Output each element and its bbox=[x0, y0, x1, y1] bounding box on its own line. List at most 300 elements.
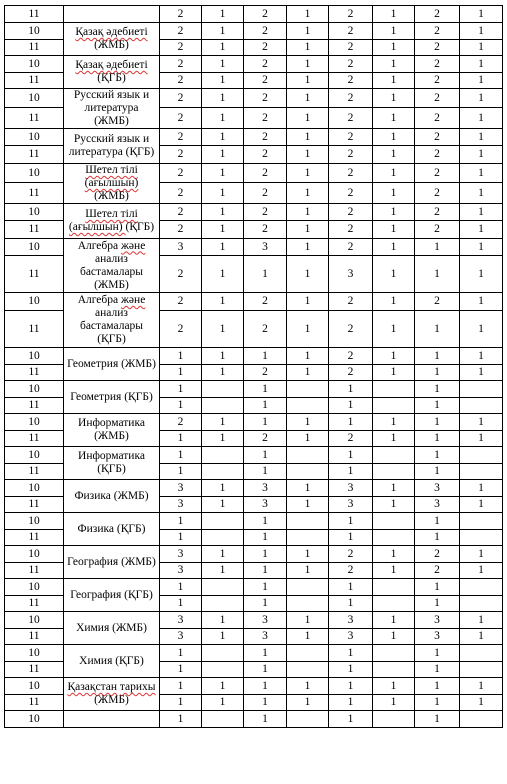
hours-cell bbox=[202, 464, 244, 480]
hours-cell: 1 bbox=[287, 414, 329, 431]
table-row bbox=[5, 56, 503, 73]
subject-text: Физика (ЖМБ) bbox=[74, 489, 149, 502]
hours-cell: 1 bbox=[287, 183, 329, 204]
subject-text: және bbox=[120, 294, 146, 306]
subject-text: Қазақ әдебиеті bbox=[75, 26, 148, 38]
hours-cell: 1 bbox=[287, 311, 329, 348]
hours-cell: 1 bbox=[373, 6, 415, 23]
hours-cell: 1 bbox=[160, 645, 202, 662]
hours-cell: 1 bbox=[244, 414, 287, 431]
hours-cell: 2 bbox=[415, 164, 460, 183]
hours-cell: 1 bbox=[287, 221, 329, 239]
subject-text: Шетел тілі bbox=[85, 208, 138, 220]
hours-cell: 2 bbox=[329, 293, 373, 311]
subject-text: Информатика (ЖМБ) bbox=[78, 417, 145, 442]
hours-cell: 1 bbox=[460, 497, 503, 513]
hours-cell: 1 bbox=[415, 348, 460, 365]
hours-cell: 1 bbox=[287, 146, 329, 164]
hours-cell: 1 bbox=[287, 73, 329, 89]
subject-cell bbox=[64, 348, 160, 381]
hours-cell: 1 bbox=[244, 513, 287, 530]
hours-cell bbox=[373, 711, 415, 728]
grade-cell: 10 bbox=[5, 129, 64, 146]
hours-cell: 1 bbox=[415, 447, 460, 464]
grade-cell: 11 bbox=[5, 563, 64, 579]
hours-cell: 1 bbox=[373, 221, 415, 239]
table-row bbox=[5, 204, 503, 221]
grade-cell: 10 bbox=[5, 711, 64, 728]
hours-cell: 1 bbox=[202, 73, 244, 89]
hours-cell: 1 bbox=[415, 711, 460, 728]
hours-cell: 1 bbox=[415, 678, 460, 695]
hours-cell: 1 bbox=[373, 56, 415, 73]
hours-cell: 1 bbox=[244, 695, 287, 711]
grade-cell: 10 bbox=[5, 414, 64, 431]
hours-cell: 2 bbox=[415, 293, 460, 311]
hours-cell: 1 bbox=[244, 711, 287, 728]
hours-cell: 1 bbox=[160, 431, 202, 447]
hours-cell: 2 bbox=[244, 311, 287, 348]
table-row bbox=[5, 89, 503, 108]
hours-cell: 1 bbox=[329, 381, 373, 398]
hours-cell: 1 bbox=[460, 73, 503, 89]
hours-cell: 3 bbox=[160, 239, 202, 256]
hours-cell: 2 bbox=[160, 40, 202, 56]
hours-cell: 2 bbox=[160, 129, 202, 146]
grade-cell: 11 bbox=[5, 464, 64, 480]
hours-cell: 1 bbox=[329, 662, 373, 678]
subject-text: Геометрия (ЖМБ) bbox=[67, 357, 156, 370]
hours-cell: 1 bbox=[287, 129, 329, 146]
hours-cell: 1 bbox=[415, 464, 460, 480]
grade-cell: 10 bbox=[5, 239, 64, 256]
hours-cell bbox=[373, 464, 415, 480]
hours-cell: 1 bbox=[287, 431, 329, 447]
hours-cell: 1 bbox=[460, 129, 503, 146]
subject-cell bbox=[64, 89, 160, 129]
subject-cell bbox=[64, 23, 160, 56]
hours-cell: 1 bbox=[460, 311, 503, 348]
hours-cell: 1 bbox=[373, 183, 415, 204]
hours-cell: 1 bbox=[244, 596, 287, 612]
hours-cell: 3 bbox=[160, 629, 202, 645]
grade-cell: 11 bbox=[5, 183, 64, 204]
grade-cell: 11 bbox=[5, 311, 64, 348]
hours-cell: 1 bbox=[244, 464, 287, 480]
subject-cell bbox=[64, 711, 160, 728]
subject-text: География (ЖМБ) bbox=[67, 555, 156, 568]
grade-cell: 10 bbox=[5, 164, 64, 183]
hours-cell: 2 bbox=[160, 6, 202, 23]
hours-cell: 1 bbox=[160, 513, 202, 530]
hours-cell bbox=[460, 579, 503, 596]
subject-text: Шетел тілі bbox=[85, 164, 138, 176]
hours-cell: 2 bbox=[415, 89, 460, 108]
hours-cell: 2 bbox=[244, 40, 287, 56]
grade-cell: 10 bbox=[5, 546, 64, 563]
hours-cell bbox=[202, 645, 244, 662]
hours-cell: 3 bbox=[160, 563, 202, 579]
hours-cell: 2 bbox=[415, 204, 460, 221]
hours-cell bbox=[287, 398, 329, 414]
hours-cell: 1 bbox=[329, 695, 373, 711]
hours-cell bbox=[202, 513, 244, 530]
grade-cell: 10 bbox=[5, 645, 64, 662]
grade-cell: 10 bbox=[5, 89, 64, 108]
hours-cell: 1 bbox=[160, 711, 202, 728]
hours-cell bbox=[460, 513, 503, 530]
hours-cell: 1 bbox=[287, 108, 329, 129]
hours-cell bbox=[202, 530, 244, 546]
hours-cell: 1 bbox=[329, 398, 373, 414]
hours-cell: 2 bbox=[244, 56, 287, 73]
hours-cell: 1 bbox=[287, 348, 329, 365]
hours-cell: 1 bbox=[287, 480, 329, 497]
hours-cell: 3 bbox=[415, 480, 460, 497]
table-row bbox=[5, 23, 503, 40]
hours-cell: 3 bbox=[329, 480, 373, 497]
hours-cell: 2 bbox=[160, 89, 202, 108]
grade-cell: 11 bbox=[5, 146, 64, 164]
subject-text: (ҚГБ) bbox=[125, 221, 155, 233]
hours-cell: 2 bbox=[329, 56, 373, 73]
hours-cell: 1 bbox=[329, 530, 373, 546]
hours-cell: 2 bbox=[160, 164, 202, 183]
hours-cell: 1 bbox=[373, 365, 415, 381]
hours-cell: 3 bbox=[244, 239, 287, 256]
hours-cell: 1 bbox=[415, 239, 460, 256]
hours-cell: 1 bbox=[415, 414, 460, 431]
hours-cell: 1 bbox=[202, 164, 244, 183]
hours-cell: 1 bbox=[287, 365, 329, 381]
hours-cell: 1 bbox=[415, 695, 460, 711]
subject-text: (ағылшын) bbox=[84, 177, 139, 189]
hours-cell: 2 bbox=[329, 73, 373, 89]
grade-cell: 11 bbox=[5, 596, 64, 612]
subject-cell bbox=[64, 612, 160, 645]
hours-cell: 1 bbox=[373, 480, 415, 497]
hours-cell: 2 bbox=[244, 146, 287, 164]
hours-cell bbox=[202, 447, 244, 464]
hours-cell bbox=[287, 645, 329, 662]
table-row bbox=[5, 480, 503, 497]
subject-text: Алгебра bbox=[77, 239, 121, 252]
hours-cell: 1 bbox=[287, 612, 329, 629]
hours-cell: 1 bbox=[460, 348, 503, 365]
hours-cell: 1 bbox=[287, 239, 329, 256]
grade-cell: 11 bbox=[5, 431, 64, 447]
table-row bbox=[5, 6, 503, 23]
hours-cell: 1 bbox=[415, 381, 460, 398]
hours-cell: 1 bbox=[202, 414, 244, 431]
hours-cell: 3 bbox=[160, 546, 202, 563]
hours-cell: 1 bbox=[373, 293, 415, 311]
subject-text: (ағылшын) bbox=[68, 221, 126, 233]
hours-cell: 1 bbox=[287, 563, 329, 579]
hours-cell: 2 bbox=[160, 23, 202, 40]
hours-cell: 2 bbox=[329, 89, 373, 108]
hours-cell bbox=[287, 464, 329, 480]
hours-cell: 3 bbox=[415, 612, 460, 629]
hours-cell: 1 bbox=[415, 530, 460, 546]
table-row bbox=[5, 678, 503, 695]
hours-cell: 1 bbox=[373, 695, 415, 711]
hours-cell: 1 bbox=[460, 629, 503, 645]
table-row bbox=[5, 612, 503, 629]
hours-cell bbox=[373, 645, 415, 662]
hours-cell bbox=[460, 447, 503, 464]
grade-cell: 11 bbox=[5, 497, 64, 513]
hours-cell bbox=[460, 381, 503, 398]
hours-cell: 2 bbox=[244, 431, 287, 447]
hours-cell: 1 bbox=[244, 563, 287, 579]
subject-text: Информатика (ҚГБ) bbox=[78, 450, 145, 475]
hours-cell: 1 bbox=[244, 645, 287, 662]
hours-cell: 3 bbox=[160, 612, 202, 629]
hours-cell: 1 bbox=[460, 204, 503, 221]
hours-cell: 1 bbox=[460, 239, 503, 256]
hours-cell: 3 bbox=[244, 629, 287, 645]
table-row bbox=[5, 381, 503, 398]
hours-cell: 1 bbox=[415, 365, 460, 381]
hours-cell: 3 bbox=[244, 480, 287, 497]
hours-cell: 3 bbox=[160, 480, 202, 497]
hours-cell: 1 bbox=[244, 546, 287, 563]
hours-cell: 1 bbox=[373, 311, 415, 348]
hours-cell: 1 bbox=[460, 563, 503, 579]
subject-cell bbox=[64, 645, 160, 678]
hours-cell: 3 bbox=[329, 497, 373, 513]
hours-cell: 1 bbox=[287, 678, 329, 695]
hours-cell: 1 bbox=[244, 579, 287, 596]
hours-cell: 1 bbox=[460, 546, 503, 563]
table-row bbox=[5, 645, 503, 662]
hours-cell bbox=[460, 530, 503, 546]
hours-cell bbox=[202, 662, 244, 678]
hours-cell: 1 bbox=[329, 596, 373, 612]
hours-cell: 1 bbox=[415, 645, 460, 662]
hours-cell: 2 bbox=[160, 293, 202, 311]
grade-cell: 10 bbox=[5, 381, 64, 398]
hours-cell: 1 bbox=[373, 256, 415, 293]
curriculum-hours-table bbox=[4, 5, 503, 728]
hours-cell: 1 bbox=[160, 447, 202, 464]
hours-cell: 1 bbox=[202, 348, 244, 365]
hours-cell bbox=[460, 662, 503, 678]
hours-cell: 1 bbox=[202, 40, 244, 56]
subject-text: Геометрия (ҚГБ) bbox=[70, 390, 153, 403]
hours-cell: 2 bbox=[244, 365, 287, 381]
hours-cell: 1 bbox=[287, 695, 329, 711]
hours-cell: 2 bbox=[244, 108, 287, 129]
table-row bbox=[5, 711, 503, 728]
hours-cell: 1 bbox=[202, 204, 244, 221]
hours-cell: 1 bbox=[244, 678, 287, 695]
hours-cell: 1 bbox=[244, 348, 287, 365]
hours-cell: 1 bbox=[373, 73, 415, 89]
hours-cell: 1 bbox=[287, 6, 329, 23]
hours-cell: 1 bbox=[202, 629, 244, 645]
table-row bbox=[5, 129, 503, 146]
hours-cell: 1 bbox=[460, 108, 503, 129]
hours-cell: 1 bbox=[415, 513, 460, 530]
hours-cell: 1 bbox=[160, 678, 202, 695]
hours-cell: 1 bbox=[373, 239, 415, 256]
hours-cell: 1 bbox=[202, 678, 244, 695]
hours-cell: 2 bbox=[415, 563, 460, 579]
hours-cell: 2 bbox=[415, 6, 460, 23]
subject-text: Русский язык и литература (ЖМБ) bbox=[73, 89, 150, 127]
hours-cell: 1 bbox=[329, 464, 373, 480]
hours-cell: 2 bbox=[244, 164, 287, 183]
subject-text: және bbox=[120, 239, 146, 252]
hours-cell: 2 bbox=[160, 108, 202, 129]
hours-cell: 1 bbox=[202, 431, 244, 447]
hours-cell: 1 bbox=[373, 629, 415, 645]
hours-cell: 1 bbox=[415, 311, 460, 348]
hours-cell: 2 bbox=[329, 563, 373, 579]
grade-cell: 11 bbox=[5, 40, 64, 56]
hours-cell: 1 bbox=[160, 464, 202, 480]
hours-cell: 1 bbox=[202, 293, 244, 311]
hours-cell bbox=[460, 645, 503, 662]
table-row bbox=[5, 239, 503, 256]
subject-cell bbox=[64, 56, 160, 89]
hours-cell: 2 bbox=[160, 204, 202, 221]
hours-cell: 1 bbox=[160, 695, 202, 711]
hours-cell: 1 bbox=[460, 414, 503, 431]
subject-text: Қазақ әдебиеті bbox=[75, 59, 148, 71]
hours-cell bbox=[373, 596, 415, 612]
hours-cell bbox=[202, 711, 244, 728]
hours-cell: 2 bbox=[329, 311, 373, 348]
grade-cell: 11 bbox=[5, 256, 64, 293]
hours-cell: 3 bbox=[160, 497, 202, 513]
hours-cell bbox=[287, 513, 329, 530]
hours-cell bbox=[287, 447, 329, 464]
grade-cell: 10 bbox=[5, 612, 64, 629]
hours-cell: 2 bbox=[329, 204, 373, 221]
hours-cell: 3 bbox=[329, 612, 373, 629]
hours-cell: 1 bbox=[244, 662, 287, 678]
hours-cell: 2 bbox=[329, 183, 373, 204]
subject-cell bbox=[64, 164, 160, 204]
hours-cell bbox=[373, 513, 415, 530]
subject-cell bbox=[64, 293, 160, 348]
hours-cell: 1 bbox=[202, 56, 244, 73]
hours-cell: 2 bbox=[160, 414, 202, 431]
hours-cell: 1 bbox=[202, 497, 244, 513]
hours-cell: 1 bbox=[244, 256, 287, 293]
hours-cell: 1 bbox=[415, 662, 460, 678]
hours-cell: 1 bbox=[202, 6, 244, 23]
hours-cell: 1 bbox=[329, 579, 373, 596]
hours-cell: 1 bbox=[460, 146, 503, 164]
grade-cell: 11 bbox=[5, 365, 64, 381]
hours-cell: 2 bbox=[244, 73, 287, 89]
hours-cell: 1 bbox=[202, 108, 244, 129]
hours-cell: 2 bbox=[415, 221, 460, 239]
subject-cell bbox=[64, 239, 160, 293]
hours-cell: 2 bbox=[160, 56, 202, 73]
subject-cell bbox=[64, 129, 160, 164]
hours-cell: 1 bbox=[202, 612, 244, 629]
hours-cell: 2 bbox=[160, 183, 202, 204]
hours-cell: 1 bbox=[244, 447, 287, 464]
table-row bbox=[5, 513, 503, 530]
hours-cell: 1 bbox=[287, 56, 329, 73]
hours-cell: 2 bbox=[244, 23, 287, 40]
hours-cell: 3 bbox=[415, 629, 460, 645]
hours-cell: 2 bbox=[329, 129, 373, 146]
grade-cell: 11 bbox=[5, 695, 64, 711]
table-row bbox=[5, 546, 503, 563]
hours-cell bbox=[287, 381, 329, 398]
hours-cell: 1 bbox=[287, 164, 329, 183]
hours-cell: 1 bbox=[373, 497, 415, 513]
subject-cell bbox=[64, 546, 160, 579]
table-row bbox=[5, 293, 503, 311]
subject-cell bbox=[64, 513, 160, 546]
hours-cell: 1 bbox=[460, 183, 503, 204]
subject-text: Химия (ЖМБ) bbox=[76, 621, 147, 634]
subject-text: (ЖМБ) bbox=[94, 190, 129, 202]
hours-cell: 1 bbox=[287, 23, 329, 40]
grade-cell: 11 bbox=[5, 530, 64, 546]
subject-cell bbox=[64, 6, 160, 23]
subject-text: анализ бастамалары (ЖМБ) bbox=[79, 252, 144, 291]
grade-cell: 10 bbox=[5, 480, 64, 497]
hours-cell: 1 bbox=[244, 530, 287, 546]
hours-cell: 1 bbox=[460, 221, 503, 239]
hours-cell: 1 bbox=[160, 398, 202, 414]
hours-cell: 1 bbox=[415, 256, 460, 293]
hours-cell: 1 bbox=[160, 596, 202, 612]
hours-cell: 1 bbox=[202, 239, 244, 256]
hours-cell: 1 bbox=[287, 89, 329, 108]
hours-cell: 1 bbox=[287, 204, 329, 221]
hours-cell: 2 bbox=[415, 23, 460, 40]
table-row bbox=[5, 447, 503, 464]
hours-cell: 1 bbox=[202, 221, 244, 239]
hours-cell: 1 bbox=[287, 293, 329, 311]
hours-cell: 1 bbox=[373, 546, 415, 563]
hours-cell: 1 bbox=[460, 6, 503, 23]
hours-cell: 2 bbox=[244, 204, 287, 221]
subject-text: География (ҚГБ) bbox=[70, 588, 153, 601]
hours-cell: 2 bbox=[415, 40, 460, 56]
hours-cell: 2 bbox=[160, 221, 202, 239]
hours-cell: 1 bbox=[202, 480, 244, 497]
hours-cell bbox=[287, 530, 329, 546]
hours-cell: 2 bbox=[415, 56, 460, 73]
hours-cell: 1 bbox=[244, 381, 287, 398]
hours-cell: 2 bbox=[244, 6, 287, 23]
hours-cell: 1 bbox=[373, 563, 415, 579]
hours-cell: 1 bbox=[287, 629, 329, 645]
subject-cell bbox=[64, 447, 160, 480]
subject-cell bbox=[64, 480, 160, 513]
hours-cell: 3 bbox=[329, 256, 373, 293]
hours-cell: 2 bbox=[415, 129, 460, 146]
subject-cell bbox=[64, 414, 160, 447]
subject-text: анализ бастамалары (ҚГБ) bbox=[79, 307, 144, 345]
hours-cell: 3 bbox=[244, 612, 287, 629]
hours-cell: 1 bbox=[202, 695, 244, 711]
hours-cell: 1 bbox=[202, 311, 244, 348]
hours-cell bbox=[373, 447, 415, 464]
hours-cell bbox=[202, 596, 244, 612]
